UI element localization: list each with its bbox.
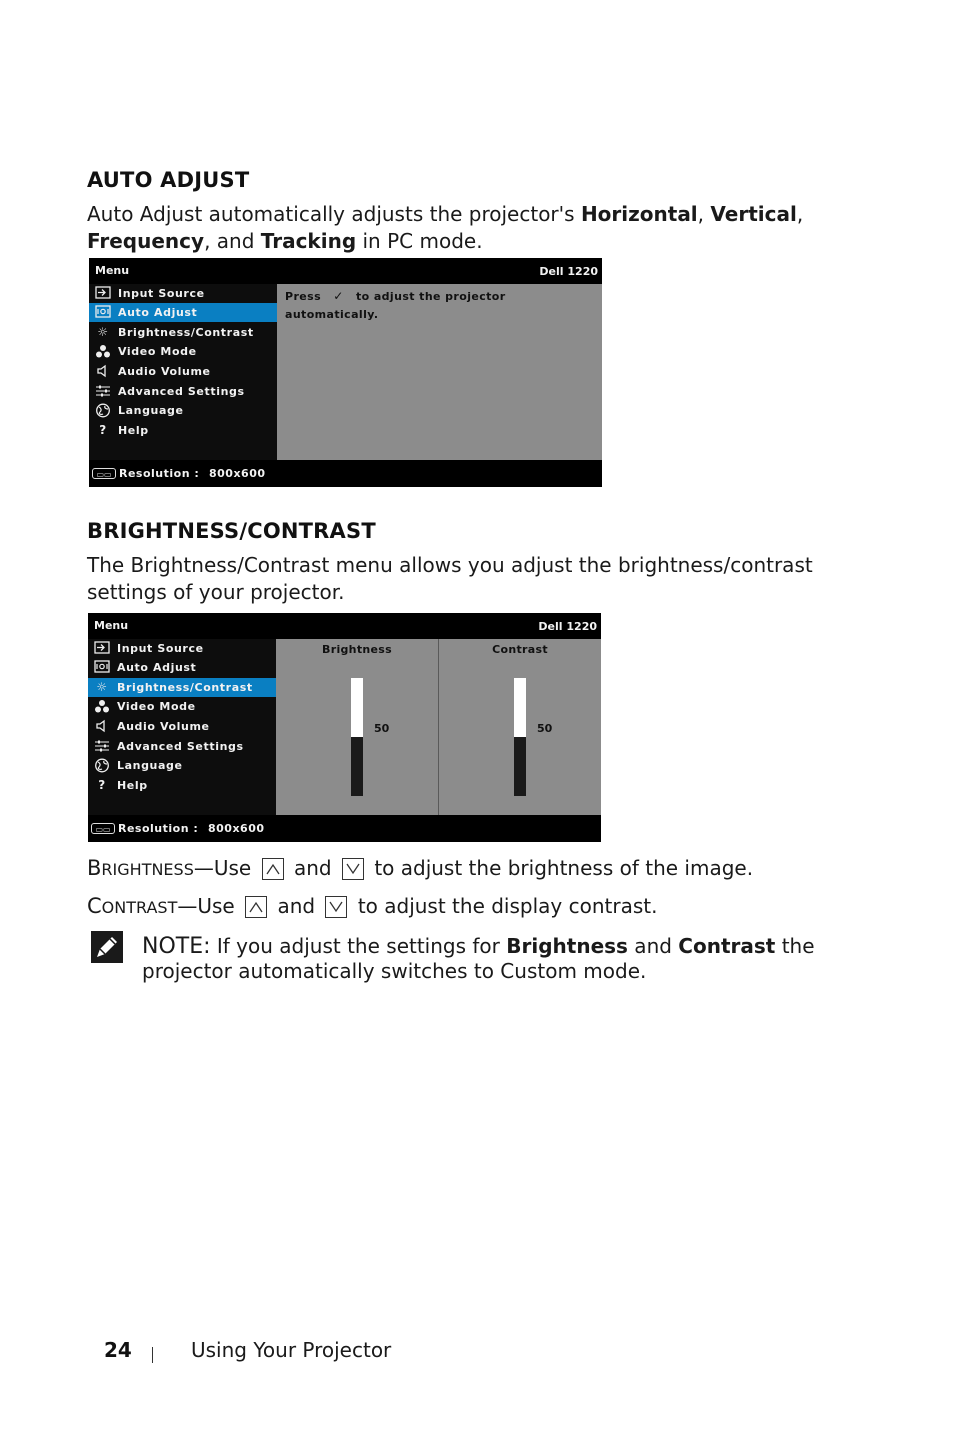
osd-item-advanced-settings[interactable]: Advanced Settings xyxy=(89,382,277,401)
note-label: NOTE: xyxy=(142,934,211,959)
brightness-instruction: BRIGHTNESS—Use and to adjust the brightness of the image. xyxy=(87,856,754,880)
contrast-value: 50 xyxy=(537,722,553,735)
contrast-slider[interactable] xyxy=(514,678,526,796)
note-pencil-icon xyxy=(91,931,123,963)
sliders-icon xyxy=(94,739,110,754)
note-text: NOTE: If you adjust the settings for Brightness and Contrast the projector automatically switches to Custom mode. xyxy=(142,934,815,983)
footer-section-title: Using Your Projector xyxy=(191,1338,392,1362)
auto-adjust-icon xyxy=(95,305,111,320)
auto-adjust-heading: AUTO ADJUST xyxy=(87,168,250,192)
osd-model-name: Dell 1220 xyxy=(539,265,598,278)
globe-icon xyxy=(94,758,110,773)
osd-auto-message-line1: Press ✓ to adjust the projector xyxy=(285,289,506,303)
osd-item-input-source[interactable]: Input Source xyxy=(89,284,277,303)
contrast-instruction: CONTRAST—Use and to adjust the display contrast. xyxy=(87,894,658,918)
question-icon: ? xyxy=(98,778,106,792)
globe-icon xyxy=(95,403,111,418)
resolution-icon: ▭▭ xyxy=(91,823,115,834)
osd-content-panel xyxy=(276,639,601,815)
question-icon: ? xyxy=(99,423,107,437)
osd-menu-auto-adjust xyxy=(89,258,602,487)
osd-content-panel xyxy=(277,284,602,460)
speaker-icon xyxy=(95,364,111,379)
brightness-slider[interactable] xyxy=(351,678,363,796)
contrast-title: Contrast xyxy=(492,643,548,656)
osd-sidebar xyxy=(89,284,277,460)
brightness-contrast-description: The Brightness/Contrast menu allows you adjust the brightness/contrast settings of your projector. xyxy=(87,553,813,604)
input-source-icon xyxy=(95,286,111,301)
osd-status-bar: ▭▭ Resolution : 800x600 xyxy=(89,460,602,487)
brightness-value: 50 xyxy=(374,722,390,735)
brightness-title: Brightness xyxy=(322,643,392,656)
down-arrow-key-icon xyxy=(325,896,347,918)
osd-auto-message-line2: automatically. xyxy=(285,308,379,321)
osd-item-video-mode[interactable]: Video Mode xyxy=(88,697,276,716)
speaker-icon xyxy=(94,719,110,734)
auto-adjust-description: Auto Adjust automatically adjusts the projector's Horizontal, Vertical, Frequency, and Tracking in PC mode. xyxy=(87,202,804,253)
brightness-column xyxy=(276,639,438,815)
brightness-icon: ☼ xyxy=(97,325,109,339)
osd-status-bar: ▭▭ Resolution : 800x600 xyxy=(88,815,601,842)
brightness-slider-fill xyxy=(351,678,363,737)
osd-item-audio-volume[interactable]: Audio Volume xyxy=(88,717,276,736)
contrast-column xyxy=(439,639,601,815)
auto-adjust-icon xyxy=(94,660,110,675)
osd-item-auto-adjust[interactable]: Auto Adjust xyxy=(89,303,277,322)
osd-item-auto-adjust[interactable]: Auto Adjust xyxy=(88,658,276,677)
contrast-slider-fill xyxy=(514,678,526,737)
osd-item-language[interactable]: Language xyxy=(89,401,277,420)
osd-item-audio-volume[interactable]: Audio Volume xyxy=(89,362,277,381)
up-arrow-key-icon xyxy=(262,858,284,880)
brightness-icon: ☼ xyxy=(96,680,108,694)
osd-item-language[interactable]: Language xyxy=(88,756,276,775)
osd-item-input-source[interactable]: Input Source xyxy=(88,639,276,658)
osd-item-help[interactable]: ? Help xyxy=(89,421,277,440)
osd-sidebar xyxy=(88,639,276,815)
osd-item-video-mode[interactable]: Video Mode xyxy=(89,342,277,361)
resolution-icon: ▭▭ xyxy=(92,468,116,479)
input-source-icon xyxy=(94,641,110,656)
osd-item-brightness-contrast[interactable]: ☼ Brightness/Contrast xyxy=(89,323,277,342)
osd-item-advanced-settings[interactable]: Advanced Settings xyxy=(88,737,276,756)
footer-separator xyxy=(152,1347,153,1363)
video-mode-icon xyxy=(95,344,111,359)
page-number: 24 xyxy=(104,1338,132,1362)
checkmark-icon: ✓ xyxy=(333,289,344,303)
osd-menu-brightness-contrast xyxy=(88,613,601,842)
brightness-contrast-heading: BRIGHTNESS/CONTRAST xyxy=(87,519,376,543)
osd-menu-title: Menu xyxy=(94,619,129,632)
down-arrow-key-icon xyxy=(342,858,364,880)
osd-menu-title: Menu xyxy=(95,264,130,277)
video-mode-icon xyxy=(94,699,110,714)
osd-item-help[interactable]: ? Help xyxy=(88,776,276,795)
up-arrow-key-icon xyxy=(245,896,267,918)
osd-item-brightness-contrast[interactable]: ☼ Brightness/Contrast xyxy=(88,678,276,697)
sliders-icon xyxy=(95,384,111,399)
osd-model-name: Dell 1220 xyxy=(538,620,597,633)
